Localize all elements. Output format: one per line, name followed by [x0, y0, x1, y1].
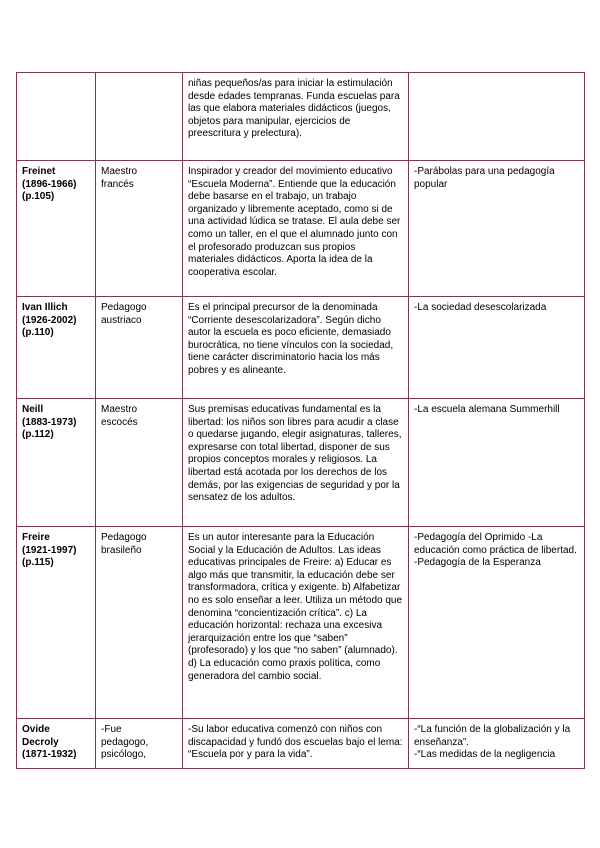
table-row — [17, 399, 585, 527]
role-line: -Fue — [101, 724, 122, 735]
role-cell — [96, 719, 183, 769]
description-cell: Inspirador y creador del movimiento educativo “Escuela Moderna”. Entiende que la educación debe basarse en el trabajo, un trabajo organizado y libremente aceptado, como si de una actividad lúdica se tratase. El aula debe ser como un taller, en el que el alumnado junto con el profesorado produzcan sus propios materiales didácticos. Aporta la idea de la cooperativa escolar. — [183, 161, 409, 297]
role-line: escocés — [101, 416, 138, 428]
works-cell — [409, 161, 585, 297]
author-years: (1926-2002) — [22, 314, 77, 326]
author-surname: Decroly — [22, 736, 59, 748]
author-page: (p.105) — [22, 191, 55, 203]
author-name: Freinet — [22, 166, 56, 177]
author-page: (p.112) — [22, 429, 54, 441]
pedagogues-table — [16, 72, 585, 769]
work-title: -Pedagogía del Oprimido -La educación como práctica de libertad. -Pedagogía de la Esperanza — [414, 532, 577, 569]
role-line: brasileño — [101, 544, 142, 556]
table-row — [17, 73, 585, 161]
name-cell — [17, 297, 96, 399]
table-row — [17, 719, 585, 769]
table-row — [17, 297, 585, 399]
author-years: (1883-1973) — [22, 416, 77, 428]
author-name: Neill — [22, 404, 44, 415]
work-title: -Parábolas para una pedagogía popular — [414, 166, 555, 190]
author-name: Ivan Illich — [22, 302, 68, 313]
role-line: francés — [101, 178, 134, 190]
work-title: -La sociedad desescolarizada — [414, 302, 547, 313]
author-years: (1921-1997) — [22, 544, 77, 556]
author-page: (p.115) — [22, 557, 54, 569]
name-cell — [17, 161, 96, 297]
table-row — [17, 161, 585, 297]
table-row — [17, 527, 585, 719]
description-cell: Es el principal precursor de la denominada “Corriente desescolarizadora”. Según dicho autor la escuela es poco eficiente, demasiado burocrática, no tiene vínculos con la sociedad, tiene carácter discriminatorio hacia los más pobres y es alineante. — [183, 297, 409, 399]
name-cell — [17, 527, 96, 719]
role-cell — [96, 73, 183, 161]
author-name: Ovide — [22, 724, 50, 735]
author-name: Freire — [22, 532, 50, 543]
name-cell — [17, 399, 96, 527]
works-cell — [409, 719, 585, 769]
work-title: -“La función de la globalización y la enseñanza”. — [414, 724, 571, 748]
work-title: -La escuela alemana Summerhill — [414, 404, 560, 415]
role-cell — [96, 297, 183, 399]
description-cell: -Su labor educativa comenzó con niños con discapacidad y fundó dos escuelas bajo el lema: “Escuela por y para la vida”. — [183, 719, 409, 769]
works-cell — [409, 399, 585, 527]
description-cell: niñas pequeños/as para iniciar la estimulación desde edades tempranas. Funda escuelas para las que elabora materiales didácticos (juegos, objetos para manipular, ejercicios de preescritura y prelectura). — [183, 73, 409, 161]
role-line: austriaco — [101, 314, 142, 326]
description-cell: Sus premisas educativas fundamental es la libertad: los niños son libres para acudir a clase o quedarse jugando, elegir asignaturas, talleres, expresarse con total libertad, disponer de sus propios conceptos morales y religiosos. La libertad está acotada por los derechos de los demás, por las exigencias de seguridad y por la sensatez de los adultos. — [183, 399, 409, 527]
role-line: pedagogo, — [101, 736, 149, 748]
author-years: (1871-1932) — [22, 749, 77, 761]
author-page: (p.110) — [22, 327, 54, 339]
role-line: Maestro — [101, 404, 138, 415]
name-cell — [17, 719, 96, 769]
role-line: Maestro — [101, 166, 138, 177]
role-cell — [96, 161, 183, 297]
role-line: psicólogo, — [101, 749, 147, 761]
name-cell — [17, 73, 96, 161]
author-years: (1896-1966) — [22, 178, 77, 190]
role-cell — [96, 527, 183, 719]
role-line: Pedagogo — [101, 532, 147, 543]
work-title: -“Las medidas de la negligencia — [414, 749, 556, 761]
works-cell — [409, 527, 585, 719]
role-cell — [96, 399, 183, 527]
works-cell — [409, 73, 585, 161]
description-cell: Es un autor interesante para la Educación Social y la Educación de Adultos. Las ideas educativas principales de Freire: a) Educar es algo más que transmitir, la educación debe ser transformadora, crítica y exigente. b) Alfabetizar no es solo enseñar a leer. Utiliza un método que denomina “concientización crítica”. c) La educación horizontal: rechaza una excesiva jerarquización entre los que “saben” (profesorado) y los que “no saben” (alumnado). d) La educación como praxis política, como generadora del cambio social. — [183, 527, 409, 719]
role-line: Pedagogo — [101, 302, 147, 313]
works-cell — [409, 297, 585, 399]
